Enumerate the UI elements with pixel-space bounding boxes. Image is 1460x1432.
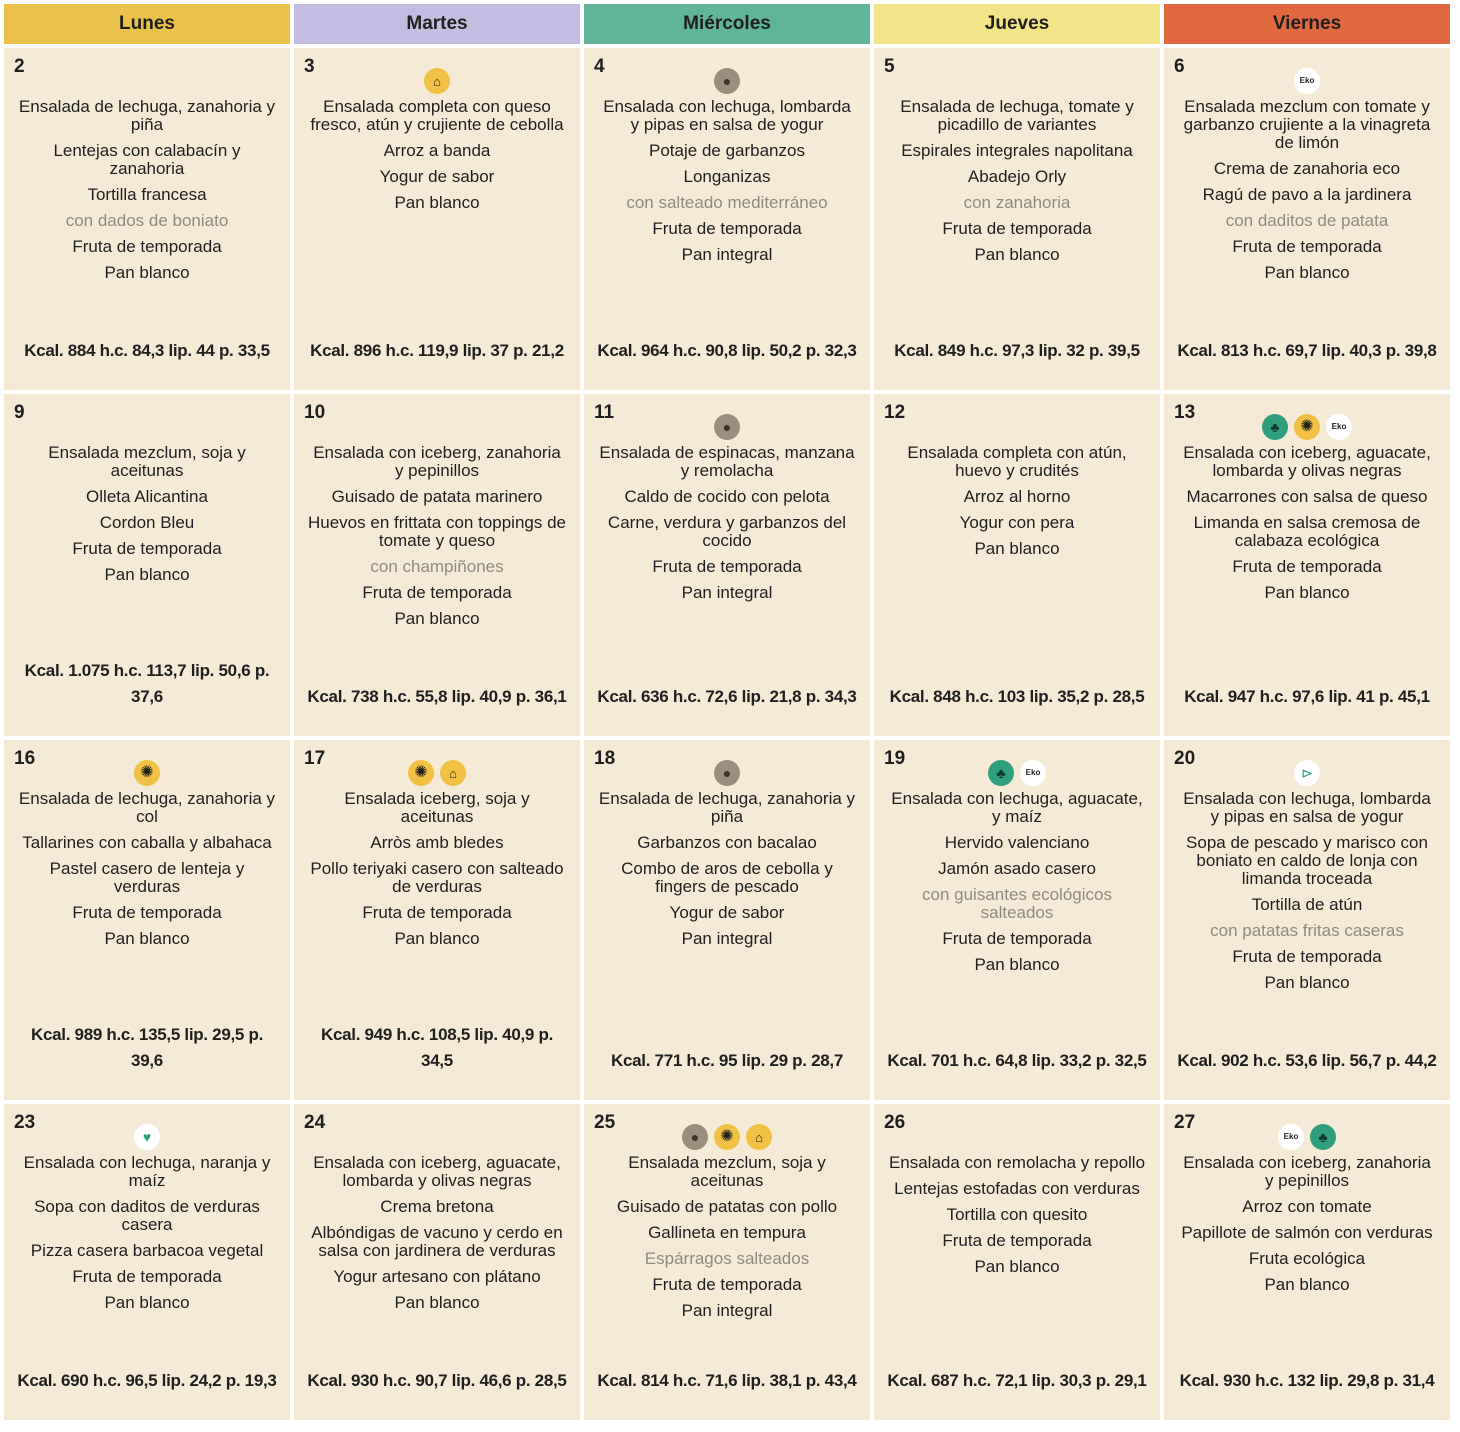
icon-row bbox=[1164, 414, 1450, 440]
fish-icon: ⊳ bbox=[1294, 760, 1320, 786]
nutrition-info: Kcal. 771 h.c. 95 lip. 29 p. 28,7 bbox=[610, 1051, 843, 1070]
nutrition-info: Kcal. 738 h.c. 55,8 lip. 40,9 p. 36,1 bbox=[307, 687, 567, 706]
dish-list bbox=[18, 790, 276, 948]
day-cell bbox=[874, 740, 1160, 1100]
dish-list bbox=[888, 444, 1146, 558]
dish: Pan blanco bbox=[974, 539, 1060, 558]
day-number: 16 bbox=[14, 748, 36, 769]
day-cell bbox=[294, 740, 580, 1100]
dish-list bbox=[18, 1154, 276, 1312]
nutrition-info: Kcal. 687 h.c. 72,1 lip. 30,3 p. 29,1 bbox=[887, 1371, 1147, 1390]
bread-icon: ● bbox=[682, 1124, 708, 1150]
side-dish: con zanahoria bbox=[963, 193, 1071, 212]
nutrition-info: Kcal. 848 h.c. 103 lip. 35,2 p. 28,5 bbox=[889, 687, 1145, 706]
dish: Pan blanco bbox=[394, 193, 480, 212]
icon-row bbox=[4, 1124, 290, 1150]
day-header-jueves: Jueves bbox=[874, 4, 1160, 44]
day-number: 5 bbox=[884, 56, 895, 77]
day-cell bbox=[1164, 1104, 1450, 1420]
icon-row bbox=[874, 68, 1160, 94]
nutrition-info: Kcal. 930 h.c. 132 lip. 29,8 p. 31,4 bbox=[1179, 1371, 1435, 1390]
day-number: 20 bbox=[1174, 748, 1196, 769]
dish-list bbox=[1178, 790, 1436, 992]
dish: Ensalada con iceberg, aguacate, lombarda y olivas negras bbox=[1183, 443, 1431, 480]
day-number: 23 bbox=[14, 1112, 36, 1133]
dish: Fruta de temporada bbox=[652, 557, 802, 576]
bread-icon: ● bbox=[714, 760, 740, 786]
dish: Ensalada completa con atún, huevo y crudités bbox=[907, 443, 1127, 480]
day-number: 19 bbox=[884, 748, 906, 769]
dish: Albóndigas de vacuno y cerdo en salsa con jardinera de verduras bbox=[311, 1223, 563, 1260]
dish: Ensalada con lechuga, lombarda y pipas en salsa de yogur bbox=[1183, 789, 1431, 826]
dish: Ensalada de lechuga, zanahoria y piña bbox=[598, 789, 856, 826]
icon-row bbox=[1164, 1124, 1450, 1150]
menu-calendar bbox=[4, 4, 1450, 1420]
dish: Pan integral bbox=[681, 929, 773, 948]
day-cell bbox=[874, 48, 1160, 390]
dish: Pan blanco bbox=[104, 263, 190, 282]
icon-row bbox=[4, 414, 290, 440]
dish: Pan blanco bbox=[1264, 263, 1350, 282]
dish: Yogur de sabor bbox=[379, 167, 495, 186]
dish: Fruta de temporada bbox=[942, 1231, 1092, 1250]
dish: Fruta de temporada bbox=[1232, 237, 1382, 256]
nutrition-info: Kcal. 1.075 h.c. 113,7 lip. 50,6 p. 37,6 bbox=[24, 661, 270, 706]
side-dish: con champiñones bbox=[370, 557, 504, 576]
dish-list bbox=[888, 790, 1146, 974]
day-cell bbox=[4, 48, 290, 390]
dish: Guisado de patatas con pollo bbox=[616, 1197, 838, 1216]
day-number: 3 bbox=[304, 56, 315, 77]
dish: Sopa con daditos de verduras casera bbox=[34, 1197, 260, 1234]
nutrition-info: Kcal. 849 h.c. 97,3 lip. 32 p. 39,5 bbox=[894, 341, 1140, 360]
dish-list bbox=[598, 98, 856, 264]
dish: Abadejo Orly bbox=[967, 167, 1067, 186]
dish: Guisado de patata marinero bbox=[331, 487, 543, 506]
day-number: 13 bbox=[1174, 402, 1196, 423]
dish: Ensalada con remolacha y repollo bbox=[888, 1153, 1146, 1172]
sun-icon: ✺ bbox=[134, 760, 160, 786]
dish: Gallineta en tempura bbox=[648, 1223, 806, 1242]
day-number: 25 bbox=[594, 1112, 616, 1133]
home-icon: ⌂ bbox=[440, 760, 466, 786]
dish: Sopa de pescado y marisco con boniato en caldo de lonja con limanda troceada bbox=[1186, 833, 1428, 888]
dish: Pan blanco bbox=[394, 929, 480, 948]
day-number: 12 bbox=[884, 402, 906, 423]
day-cell bbox=[294, 394, 580, 736]
broccoli-icon: ♣ bbox=[1310, 1124, 1336, 1150]
eko-icon: Eko bbox=[1020, 760, 1046, 786]
side-dish: con guisantes ecológicos salteados bbox=[922, 885, 1112, 922]
dish: Ensalada con lechuga, naranja y maíz bbox=[23, 1153, 271, 1190]
day-cell bbox=[1164, 740, 1450, 1100]
dish: Fruta de temporada bbox=[72, 1267, 222, 1286]
day-header-lunes: Lunes bbox=[4, 4, 290, 44]
dish-list bbox=[18, 444, 276, 584]
dish: Longanizas bbox=[683, 167, 771, 186]
dish: Tortilla con quesito bbox=[946, 1205, 1088, 1224]
dish: Pan blanco bbox=[104, 929, 190, 948]
dish: Arroz al horno bbox=[963, 487, 1071, 506]
dish: Pan blanco bbox=[974, 1257, 1060, 1276]
day-cell bbox=[584, 740, 870, 1100]
dish: Arroz a banda bbox=[383, 141, 491, 160]
eko-icon: Eko bbox=[1326, 414, 1352, 440]
day-cell bbox=[874, 394, 1160, 736]
dish-list bbox=[598, 1154, 856, 1320]
dish: Pizza casera barbacoa vegetal bbox=[30, 1241, 264, 1260]
dish: Pan integral bbox=[681, 1301, 773, 1320]
icon-row bbox=[874, 760, 1160, 786]
dish: Pan blanco bbox=[394, 1293, 480, 1312]
dish: Arroz con tomate bbox=[1242, 1197, 1372, 1216]
eko-icon: Eko bbox=[1294, 68, 1320, 94]
day-cell bbox=[584, 1104, 870, 1420]
dish: Ensalada de lechuga, tomate y picadillo de variantes bbox=[900, 97, 1134, 134]
day-header-viernes: Viernes bbox=[1164, 4, 1450, 44]
dish: Lentejas estofadas con verduras bbox=[894, 1179, 1140, 1198]
dish: Olleta Alicantina bbox=[86, 487, 208, 506]
dish: Fruta de temporada bbox=[362, 583, 512, 602]
day-header-martes: Martes bbox=[294, 4, 580, 44]
eko-icon: Eko bbox=[1278, 1124, 1304, 1150]
icon-row bbox=[294, 1124, 580, 1150]
day-cell bbox=[4, 1104, 290, 1420]
day-number: 17 bbox=[304, 748, 326, 769]
day-cell bbox=[4, 740, 290, 1100]
day-number: 24 bbox=[304, 1112, 326, 1133]
dish: Pan blanco bbox=[1264, 973, 1350, 992]
icon-row bbox=[294, 760, 580, 786]
day-number: 27 bbox=[1174, 1112, 1196, 1133]
side-dish: con patatas fritas caseras bbox=[1210, 921, 1404, 940]
dish: Limanda en salsa cremosa de calabaza ecológica bbox=[1193, 513, 1421, 550]
home-icon: ⌂ bbox=[746, 1124, 772, 1150]
nutrition-info: Kcal. 949 h.c. 108,5 lip. 40,9 p. 34,5 bbox=[320, 1025, 553, 1070]
dish: Fruta de temporada bbox=[652, 219, 802, 238]
dish: Macarrones con salsa de queso bbox=[1186, 487, 1428, 506]
leaf-icon: ♥ bbox=[134, 1124, 160, 1150]
dish: Ensalada con lechuga, lombarda y pipas en salsa de yogur bbox=[603, 97, 851, 134]
icon-row bbox=[4, 68, 290, 94]
dish-list bbox=[1178, 1154, 1436, 1294]
dish: Espirales integrales napolitana bbox=[901, 141, 1133, 160]
dish: Tallarines con caballa y albahaca bbox=[22, 833, 272, 852]
dish: Ensalada de espinacas, manzana y remolacha bbox=[599, 443, 855, 480]
nutrition-info: Kcal. 896 h.c. 119,9 lip. 37 p. 21,2 bbox=[310, 341, 564, 360]
broccoli-icon: ♣ bbox=[1262, 414, 1288, 440]
nutrition-info: Kcal. 813 h.c. 69,7 lip. 40,3 p. 39,8 bbox=[1177, 341, 1437, 360]
dish-list bbox=[888, 98, 1146, 264]
dish: Ensalada mezclum, soja y aceitunas bbox=[48, 443, 246, 480]
dish-list bbox=[308, 1154, 566, 1312]
nutrition-info: Kcal. 964 h.c. 90,8 lip. 50,2 p. 32,3 bbox=[597, 341, 857, 360]
nutrition-info: Kcal. 701 h.c. 64,8 lip. 33,2 p. 32,5 bbox=[887, 1051, 1147, 1070]
nutrition-info: Kcal. 814 h.c. 71,6 lip. 38,1 p. 43,4 bbox=[597, 1371, 857, 1390]
icon-row bbox=[294, 414, 580, 440]
day-cell bbox=[1164, 48, 1450, 390]
sun-icon: ✺ bbox=[408, 760, 434, 786]
dish: Ensalada con iceberg, zanahoria y pepinillos bbox=[1183, 1153, 1431, 1190]
sun-icon: ✺ bbox=[714, 1124, 740, 1150]
icon-row bbox=[584, 1124, 870, 1150]
dish: Ensalada mezclum, soja y aceitunas bbox=[628, 1153, 826, 1190]
day-number: 2 bbox=[14, 56, 25, 77]
dish-list bbox=[308, 444, 566, 628]
dish: Fruta de temporada bbox=[362, 903, 512, 922]
dish: Fruta de temporada bbox=[1232, 557, 1382, 576]
nutrition-info: Kcal. 930 h.c. 90,7 lip. 46,6 p. 28,5 bbox=[307, 1371, 567, 1390]
dish: Pan blanco bbox=[1264, 583, 1350, 602]
dish: Tortilla francesa bbox=[87, 185, 207, 204]
dish: Potaje de garbanzos bbox=[649, 141, 805, 160]
bread-icon: ● bbox=[714, 414, 740, 440]
dish: Pan blanco bbox=[974, 245, 1060, 264]
side-dish: Espárragos salteados bbox=[644, 1249, 810, 1268]
dish: Ragú de pavo a la jardinera bbox=[1202, 185, 1412, 204]
nutrition-info: Kcal. 989 h.c. 135,5 lip. 29,5 p. 39,6 bbox=[30, 1025, 263, 1070]
nutrition-info: Kcal. 947 h.c. 97,6 lip. 41 p. 45,1 bbox=[1184, 687, 1430, 706]
icon-row bbox=[1164, 760, 1450, 786]
dish-list bbox=[18, 98, 276, 282]
dish-list bbox=[598, 444, 856, 602]
dish: Pan blanco bbox=[1264, 1275, 1350, 1294]
dish: Fruta de temporada bbox=[652, 1275, 802, 1294]
day-number: 11 bbox=[594, 402, 615, 423]
nutrition-info: Kcal. 690 h.c. 96,5 lip. 24,2 p. 19,3 bbox=[17, 1371, 277, 1390]
dish: Pan blanco bbox=[974, 955, 1060, 974]
dish: Papillote de salmón con verduras bbox=[1181, 1223, 1433, 1242]
day-number: 4 bbox=[594, 56, 605, 77]
day-number: 26 bbox=[884, 1112, 906, 1133]
dish: Yogur artesano con plátano bbox=[333, 1267, 541, 1286]
icon-row bbox=[294, 68, 580, 94]
icon-row bbox=[874, 414, 1160, 440]
dish: Combo de aros de cebolla y fingers de pescado bbox=[621, 859, 833, 896]
side-dish: con salteado mediterráneo bbox=[626, 193, 828, 212]
dish: Tortilla de atún bbox=[1251, 895, 1363, 914]
day-cell bbox=[294, 48, 580, 390]
day-cell bbox=[294, 1104, 580, 1420]
dish: Crema de zanahoria eco bbox=[1213, 159, 1401, 178]
side-dish: con dados de boniato bbox=[65, 211, 229, 230]
day-cell bbox=[874, 1104, 1160, 1420]
icon-row bbox=[4, 760, 290, 786]
icon-row bbox=[584, 68, 870, 94]
sun-icon: ✺ bbox=[1294, 414, 1320, 440]
dish: Yogur de sabor bbox=[669, 903, 785, 922]
dish: Arròs amb bledes bbox=[370, 833, 504, 852]
dish: Hervido valenciano bbox=[944, 833, 1090, 852]
dish: Pan blanco bbox=[104, 565, 190, 584]
broccoli-icon: ♣ bbox=[988, 760, 1014, 786]
bread-icon: ● bbox=[714, 68, 740, 94]
dish: Huevos en frittata con toppings de tomate y queso bbox=[308, 513, 566, 550]
dish-list bbox=[308, 98, 566, 212]
icon-row bbox=[874, 1124, 1160, 1150]
dish: Ensalada iceberg, soja y aceitunas bbox=[344, 789, 530, 826]
dish-list bbox=[888, 1154, 1146, 1276]
icon-row bbox=[584, 414, 870, 440]
dish: Fruta ecológica bbox=[1248, 1249, 1366, 1268]
day-cell bbox=[4, 394, 290, 736]
dish: Caldo de cocido con pelota bbox=[624, 487, 830, 506]
dish: Fruta de temporada bbox=[72, 237, 222, 256]
dish: Fruta de temporada bbox=[942, 929, 1092, 948]
nutrition-info: Kcal. 902 h.c. 53,6 lip. 56,7 p. 44,2 bbox=[1177, 1051, 1437, 1070]
dish: Ensalada con iceberg, aguacate, lombarda y olivas negras bbox=[313, 1153, 561, 1190]
dish: Fruta de temporada bbox=[72, 539, 222, 558]
dish: Pan integral bbox=[681, 245, 773, 264]
dish: Cordon Bleu bbox=[99, 513, 195, 532]
day-cell bbox=[584, 48, 870, 390]
home-icon: ⌂ bbox=[424, 68, 450, 94]
dish: Ensalada mezclum con tomate y garbanzo crujiente a la vinagreta de limón bbox=[1183, 97, 1431, 152]
day-number: 18 bbox=[594, 748, 616, 769]
dish: Fruta de temporada bbox=[1232, 947, 1382, 966]
nutrition-info: Kcal. 884 h.c. 84,3 lip. 44 p. 33,5 bbox=[24, 341, 270, 360]
day-number: 10 bbox=[304, 402, 326, 423]
day-cell bbox=[584, 394, 870, 736]
dish-list bbox=[1178, 98, 1436, 282]
dish: Jamón asado casero bbox=[938, 859, 1096, 878]
dish: Fruta de temporada bbox=[942, 219, 1092, 238]
dish: Ensalada de lechuga, zanahoria y col bbox=[18, 789, 276, 826]
dish: Ensalada completa con queso fresco, atún y crujiente de cebolla bbox=[310, 97, 564, 134]
day-header-miercoles: Miércoles bbox=[584, 4, 870, 44]
dish: Pollo teriyaki casero con salteado de verduras bbox=[310, 859, 564, 896]
dish: Ensalada con lechuga, aguacate, y maíz bbox=[891, 789, 1143, 826]
day-number: 9 bbox=[14, 402, 25, 423]
dish: Ensalada de lechuga, zanahoria y piña bbox=[18, 97, 276, 134]
side-dish: con daditos de patata bbox=[1225, 211, 1389, 230]
dish-list bbox=[1178, 444, 1436, 602]
dish: Ensalada con iceberg, zanahoria y pepinillos bbox=[313, 443, 561, 480]
dish: Pan blanco bbox=[104, 1293, 190, 1312]
icon-row bbox=[1164, 68, 1450, 94]
dish: Yogur con pera bbox=[959, 513, 1075, 532]
dish-list bbox=[308, 790, 566, 948]
nutrition-info: Kcal. 636 h.c. 72,6 lip. 21,8 p. 34,3 bbox=[597, 687, 857, 706]
dish: Pastel casero de lenteja y verduras bbox=[49, 859, 245, 896]
dish-list bbox=[598, 790, 856, 948]
dish: Fruta de temporada bbox=[72, 903, 222, 922]
dish: Carne, verdura y garbanzos del cocido bbox=[607, 513, 847, 550]
day-cell bbox=[1164, 394, 1450, 736]
dish: Pan integral bbox=[681, 583, 773, 602]
dish: Garbanzos con bacalao bbox=[637, 833, 817, 852]
day-number: 6 bbox=[1174, 56, 1185, 77]
icon-row bbox=[584, 760, 870, 786]
dish: Lentejas con calabacín y zanahoria bbox=[53, 141, 241, 178]
dish: Crema bretona bbox=[380, 1197, 494, 1216]
dish: Pan blanco bbox=[394, 609, 480, 628]
